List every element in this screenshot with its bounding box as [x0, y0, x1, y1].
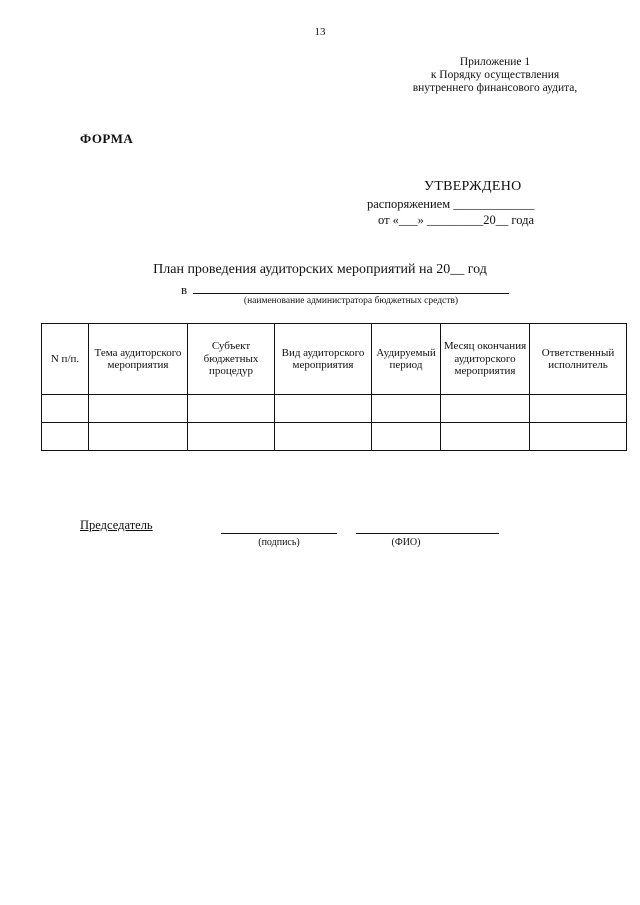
- table-cell[interactable]: [372, 395, 441, 423]
- table-row: [42, 395, 627, 423]
- header-number: N п/п.: [42, 324, 89, 395]
- table-cell[interactable]: [188, 423, 275, 451]
- audit-plan-table: [41, 323, 627, 451]
- header-responsible: Ответственный исполнитель: [530, 324, 627, 395]
- table-cell[interactable]: [89, 423, 188, 451]
- table-cell[interactable]: [188, 395, 275, 423]
- full-name-caption: (ФИО): [391, 537, 421, 548]
- table-cell[interactable]: [530, 423, 627, 451]
- appendix-line-2: к Порядку осуществления: [430, 69, 560, 81]
- signature-caption: (подпись): [258, 537, 300, 548]
- table-cell[interactable]: [89, 395, 188, 423]
- table-row: [42, 423, 627, 451]
- table-cell[interactable]: [372, 423, 441, 451]
- table-cell[interactable]: [42, 423, 89, 451]
- plan-title: План проведения аудиторских мероприятий на 20__ год: [153, 262, 487, 277]
- table-cell[interactable]: [530, 395, 627, 423]
- header-subject: Субъект бюджетных процедур: [188, 324, 275, 395]
- administrator-name-caption: (наименование администратора бюджетных средств): [243, 296, 459, 306]
- signature-line: [221, 533, 337, 534]
- table-cell[interactable]: [275, 395, 372, 423]
- form-label: ФОРМА: [80, 131, 134, 146]
- chairman-label: Председатель: [80, 518, 153, 532]
- table-cell[interactable]: [441, 395, 530, 423]
- approval-order-line: распоряжением _____________: [367, 197, 535, 211]
- plan-prefix: в: [181, 282, 188, 297]
- appendix-line-3: внутреннего финансового аудита,: [412, 82, 578, 94]
- header-period: Аудируемый период: [372, 324, 441, 395]
- header-end-month: Месяц окончания аудиторского мероприятия: [441, 324, 530, 395]
- administrator-name-line: [193, 293, 509, 294]
- table-cell[interactable]: [275, 423, 372, 451]
- page-number: 13: [314, 26, 326, 38]
- appendix-header: [380, 56, 610, 95]
- table-cell[interactable]: [42, 395, 89, 423]
- header-type: Вид аудиторского мероприятия: [275, 324, 372, 395]
- table-header-row: [42, 324, 627, 395]
- approval-title: УТВЕРЖДЕНО: [424, 179, 522, 194]
- approval-date-line: от «___» _________20__ года: [378, 213, 535, 227]
- appendix-line-1: Приложение 1: [459, 56, 531, 68]
- header-topic: Тема аудиторского мероприятия: [89, 324, 188, 395]
- full-name-line: [356, 533, 499, 534]
- table-cell[interactable]: [441, 423, 530, 451]
